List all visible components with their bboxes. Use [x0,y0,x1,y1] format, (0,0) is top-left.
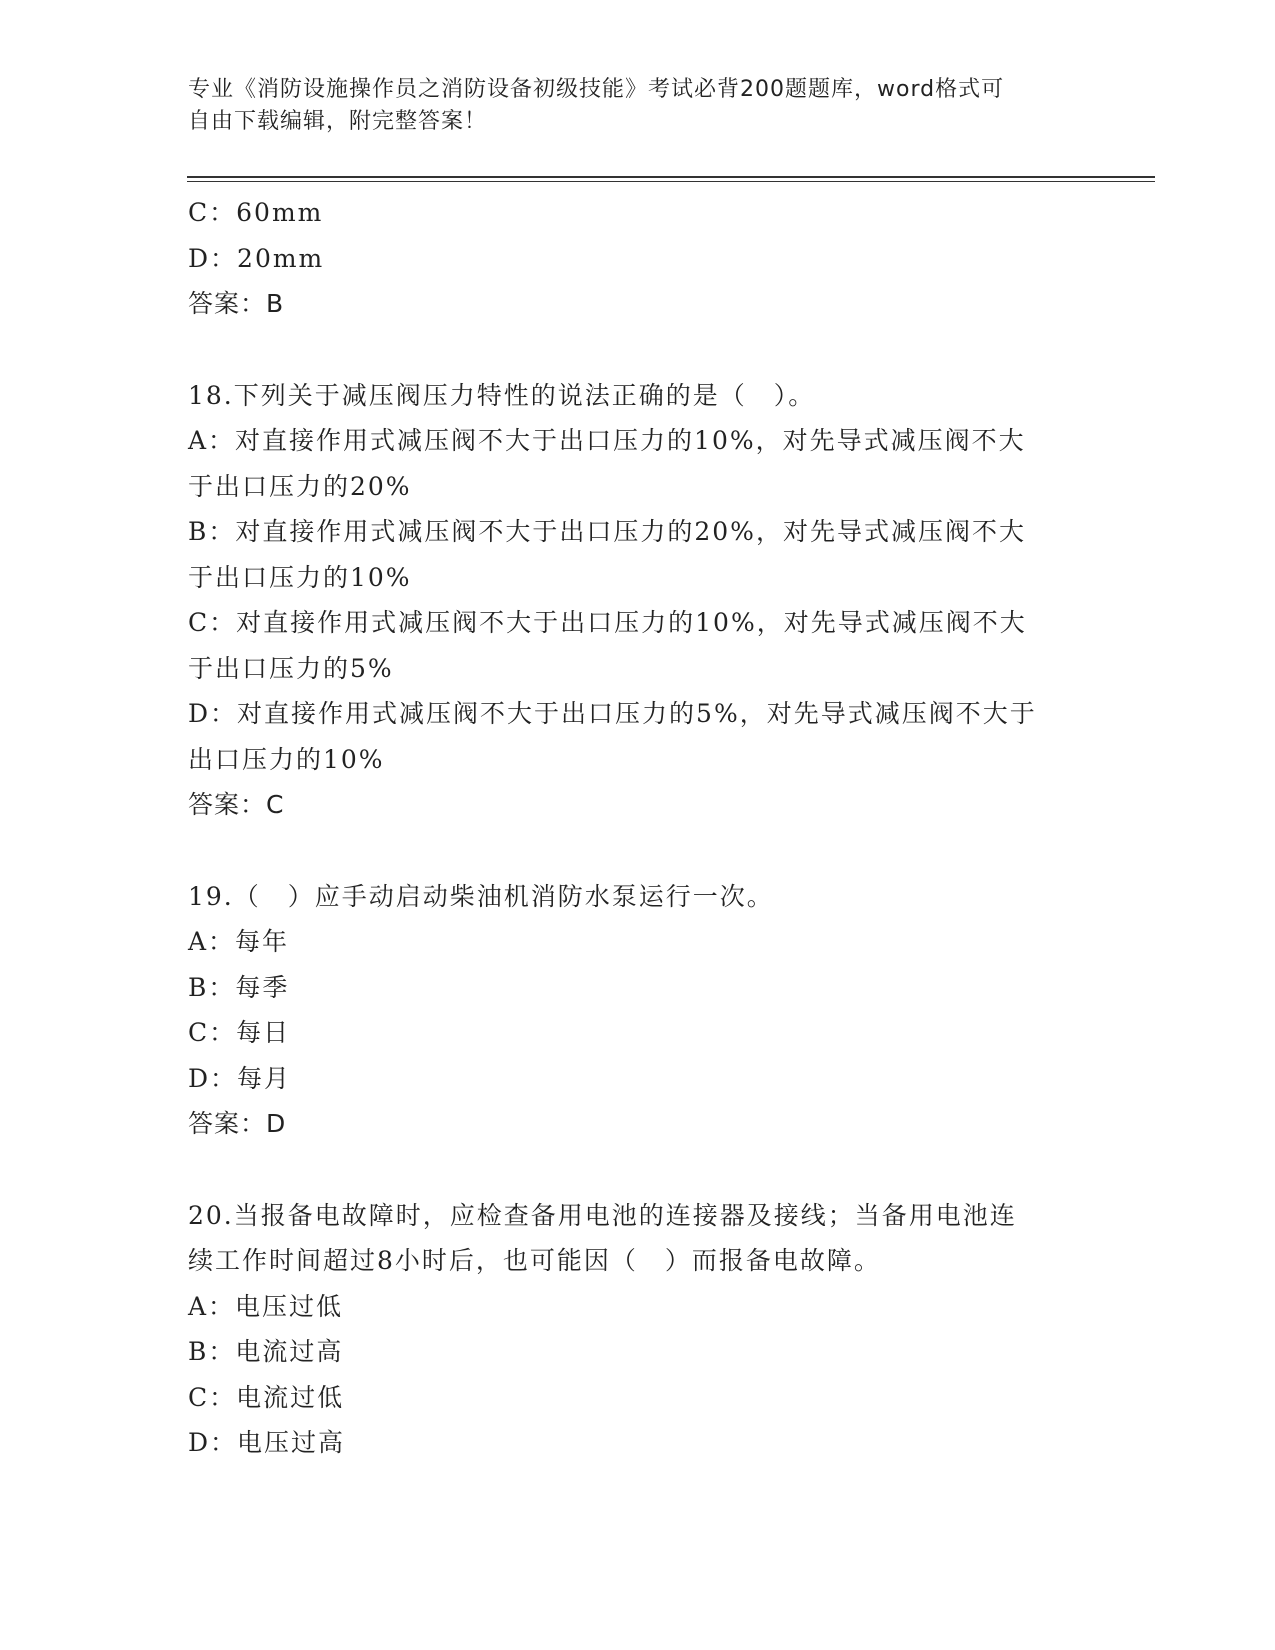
header-title-line-1: 专业《消防设施操作员之消防设备初级技能》考试必背200题题库，word格式可 [188,77,1005,102]
q18-option-a-line-2: 于出口压力的20% [188,471,412,501]
q20-option-c: C：电流过低 [188,1382,345,1412]
q18-question: 18.下列关于减压阀压力特性的说法正确的是（ ）。 [188,380,816,410]
q19-option-d: D：每月 [188,1063,292,1093]
q19-option-a: A：每年 [188,927,290,956]
question-17-tail [188,190,1088,327]
q18-option-b-line-1: B：对直接作用式减压阀不大于出口压力的20%，对先导式减压阀不大 [188,517,1026,546]
page-header [188,74,1068,138]
spacer [188,1147,1088,1193]
question-18 [188,373,1088,828]
q20-question-line-1: 20.当报备电故障时，应检查备用电池的连接器及接线；当备用电池连 [188,1200,1017,1230]
q18-option-c-line-1: C：对直接作用式减压阀不大于出口压力的10%，对先导式减压阀不大 [188,608,1027,637]
question-20 [188,1193,1088,1466]
q18-answer: 答案：C [188,790,285,819]
q18-option-d-line-1: D：对直接作用式减压阀不大于出口压力的5%，对先导式减压阀不大于 [188,699,1037,728]
question-list [188,190,1088,1466]
q17-answer: 答案：B [188,289,285,318]
q20-option-d: D：电压过高 [188,1428,346,1457]
q20-question-line-2: 续工作时间超过8小时后，也可能因（ ）而报备电故障。 [188,1246,881,1275]
q19-answer: 答案：D [188,1109,287,1138]
q20-option-b: B：电流过高 [188,1337,344,1366]
q19-question: 19.（ ）应手动启动柴油机消防水泵运行一次。 [188,881,774,911]
q19-option-c: C：每日 [188,1018,291,1047]
q20-option-a: A：电压过低 [188,1291,344,1321]
q17-option-d: D：20mm [188,243,325,273]
spacer [188,327,1088,373]
header-divider-thick [187,176,1155,178]
q19-option-b: B：每季 [188,972,290,1002]
spacer [188,828,1088,874]
question-19 [188,874,1088,1147]
q18-option-b-line-2: 于出口压力的10% [188,562,412,592]
q18-option-d-line-2: 出口压力的10% [188,744,385,774]
header-title-line-2: 自由下载编辑，附完整答案！ [188,109,488,134]
q18-option-a-line-1: A：对直接作用式减压阀不大于出口压力的10%，对先导式减压阀不大 [188,426,1026,455]
header-divider-thin [187,181,1155,182]
q18-option-c-line-2: 于出口压力的5% [188,653,394,683]
q17-option-c: C：60mm [188,198,324,227]
